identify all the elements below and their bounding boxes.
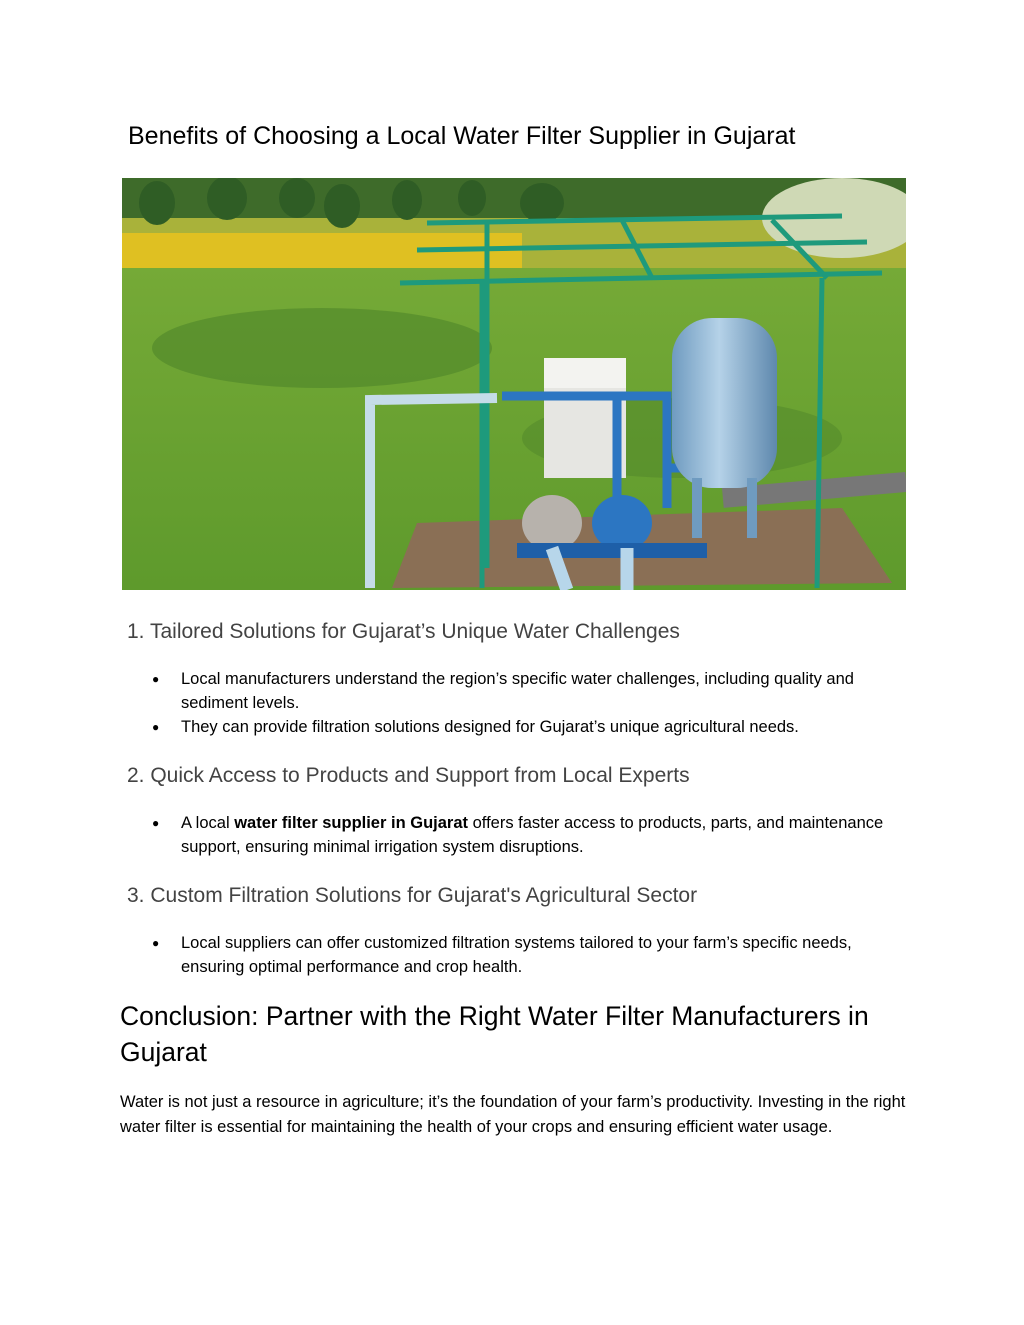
list-item [150,667,910,715]
list-item-prefix: A local [181,814,235,832]
bullet-icon: ● [152,672,160,686]
section-2-heading: 2. Quick Access to Products and Support from Local Experts [127,764,690,787]
water-pump-photo [122,178,906,590]
bullet-icon: ● [152,720,160,734]
section-3-bullet-list [150,931,910,979]
list-item [150,811,910,859]
list-item-text: They can provide filtration solutions designed for Gujarat’s unique agricultural needs. [181,718,799,736]
section-1-bullet-list [150,667,910,739]
list-item [150,715,910,739]
list-item [150,931,910,979]
section-2-bullet-list [150,811,910,859]
bullet-icon: ● [152,816,160,830]
keyword-bold: water filter supplier in Gujarat [234,814,469,832]
bullet-icon: ● [152,936,160,950]
list-item-suffix: offers faster access to products, parts, and maintenance support, ensuring minimal irrigation system disruptions. [181,814,884,856]
conclusion-paragraph: Water is not just a resource in agriculture; it’s the foundation of your farm’s productivity. Investing in the right water filter is essential for maintaining the health of your crops and ensuring efficient water usage. [120,1093,906,1136]
page-title: Benefits of Choosing a Local Water Filter Supplier in Gujarat [128,122,796,150]
conclusion-heading: Conclusion: Partner with the Right Water Filter Manufacturers in Gujarat [120,1001,869,1067]
list-item-text: Local manufacturers understand the region’s specific water challenges, including quality and sediment levels. [181,670,854,712]
section-1-heading: 1. Tailored Solutions for Gujarat’s Unique Water Challenges [127,620,680,643]
list-item-text: Local suppliers can offer customized filtration systems tailored to your farm’s specific needs, ensuring optimal performance and crop health. [181,934,852,976]
section-3-heading: 3. Custom Filtration Solutions for Gujarat's Agricultural Sector [127,884,698,907]
